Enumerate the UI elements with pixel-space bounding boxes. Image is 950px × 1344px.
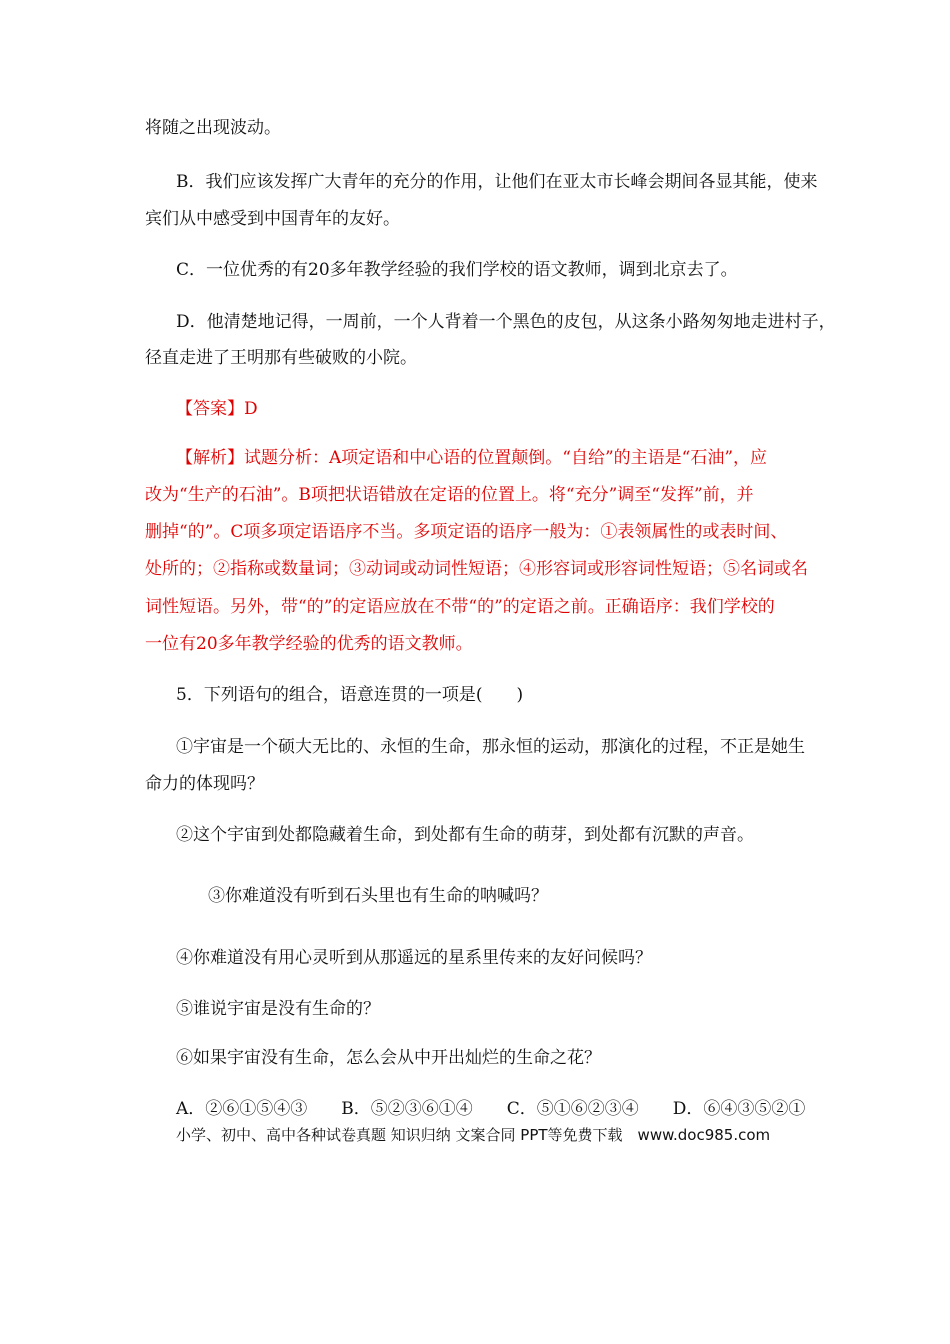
footer-text: 小学、初中、高中各种试卷真题 知识归纳 文案合同 PPT等免费下载 www.doc985.com (176, 1126, 771, 1144)
option-d-line-2: 径直走进了王明那有些破败的小院。 (145, 348, 417, 368)
sentence-1-line-1: ①宇宙是一个硕大无比的、永恒的生命，那永恒的运动，那演化的过程，不正是她生 (176, 737, 805, 757)
option-d-line-1: D．他清楚地记得，一周前，一个人背着一个黑色的皮包，从这条小路匆匆地走进村子， (176, 312, 836, 332)
question-4-tail: 将随之出现波动。 (145, 118, 281, 138)
analysis-line-3: 删掉“的”。C项多项定语语序不当。多项定语的语序一般为：①表领属性的或表时间、 (145, 522, 788, 542)
analysis-line-6: 一位有20多年教学经验的优秀的语文教师。 (145, 634, 473, 654)
answer: 【答案】D (176, 399, 258, 419)
question-5-stem: 5．下列语句的组合，语意连贯的一项是( ) (176, 685, 524, 705)
analysis-line-5: 词性短语。另外，带“的”的定语应放在不带“的”的定语之前。正确语序：我们学校的 (145, 597, 775, 617)
sentence-4: ④你难道没有用心灵听到从那遥远的星系里传来的友好问候吗？ (176, 948, 652, 968)
analysis-line-1: 【解析】试题分析：A项定语和中心语的位置颠倒。“自给”的主语是“石油”，应 (176, 448, 768, 468)
option-c: C．一位优秀的有20多年教学经验的我们学校的语文教师，调到北京去了。 (176, 260, 738, 280)
option-b-line-1: B．我们应该发挥广大青年的充分的作用，让他们在亚太市长峰会期间各显其能，使来 (176, 172, 818, 192)
analysis-line-4: 处所的；②指称或数量词；③动词或动词性短语；④形容词或形容词性短语；⑤名词或名 (145, 559, 808, 579)
sentence-2: ②这个宇宙到处都隐藏着生命，到处都有生命的萌芽，到处都有沉默的声音。 (176, 825, 754, 845)
sentence-6: ⑥如果宇宙没有生命，怎么会从中开出灿烂的生命之花？ (176, 1048, 601, 1068)
analysis-line-2: 改为“生产的石油”。B项把状语错放在定语的位置上。将“充分”调至“发挥”前，并 (145, 485, 754, 505)
sentence-3: ③你难道没有听到石头里也有生命的呐喊吗？ (208, 886, 548, 906)
question-5-options: A．②⑥①⑤④③ B．⑤②③⑥①④ C．⑤①⑥②③④ D．⑥④③⑤②① (176, 1099, 806, 1119)
sentence-1-line-2: 命力的体现吗？ (145, 774, 264, 794)
option-b-line-2: 宾们从中感受到中国青年的友好。 (145, 209, 400, 229)
sentence-5: ⑤谁说宇宙是没有生命的？ (176, 999, 380, 1019)
